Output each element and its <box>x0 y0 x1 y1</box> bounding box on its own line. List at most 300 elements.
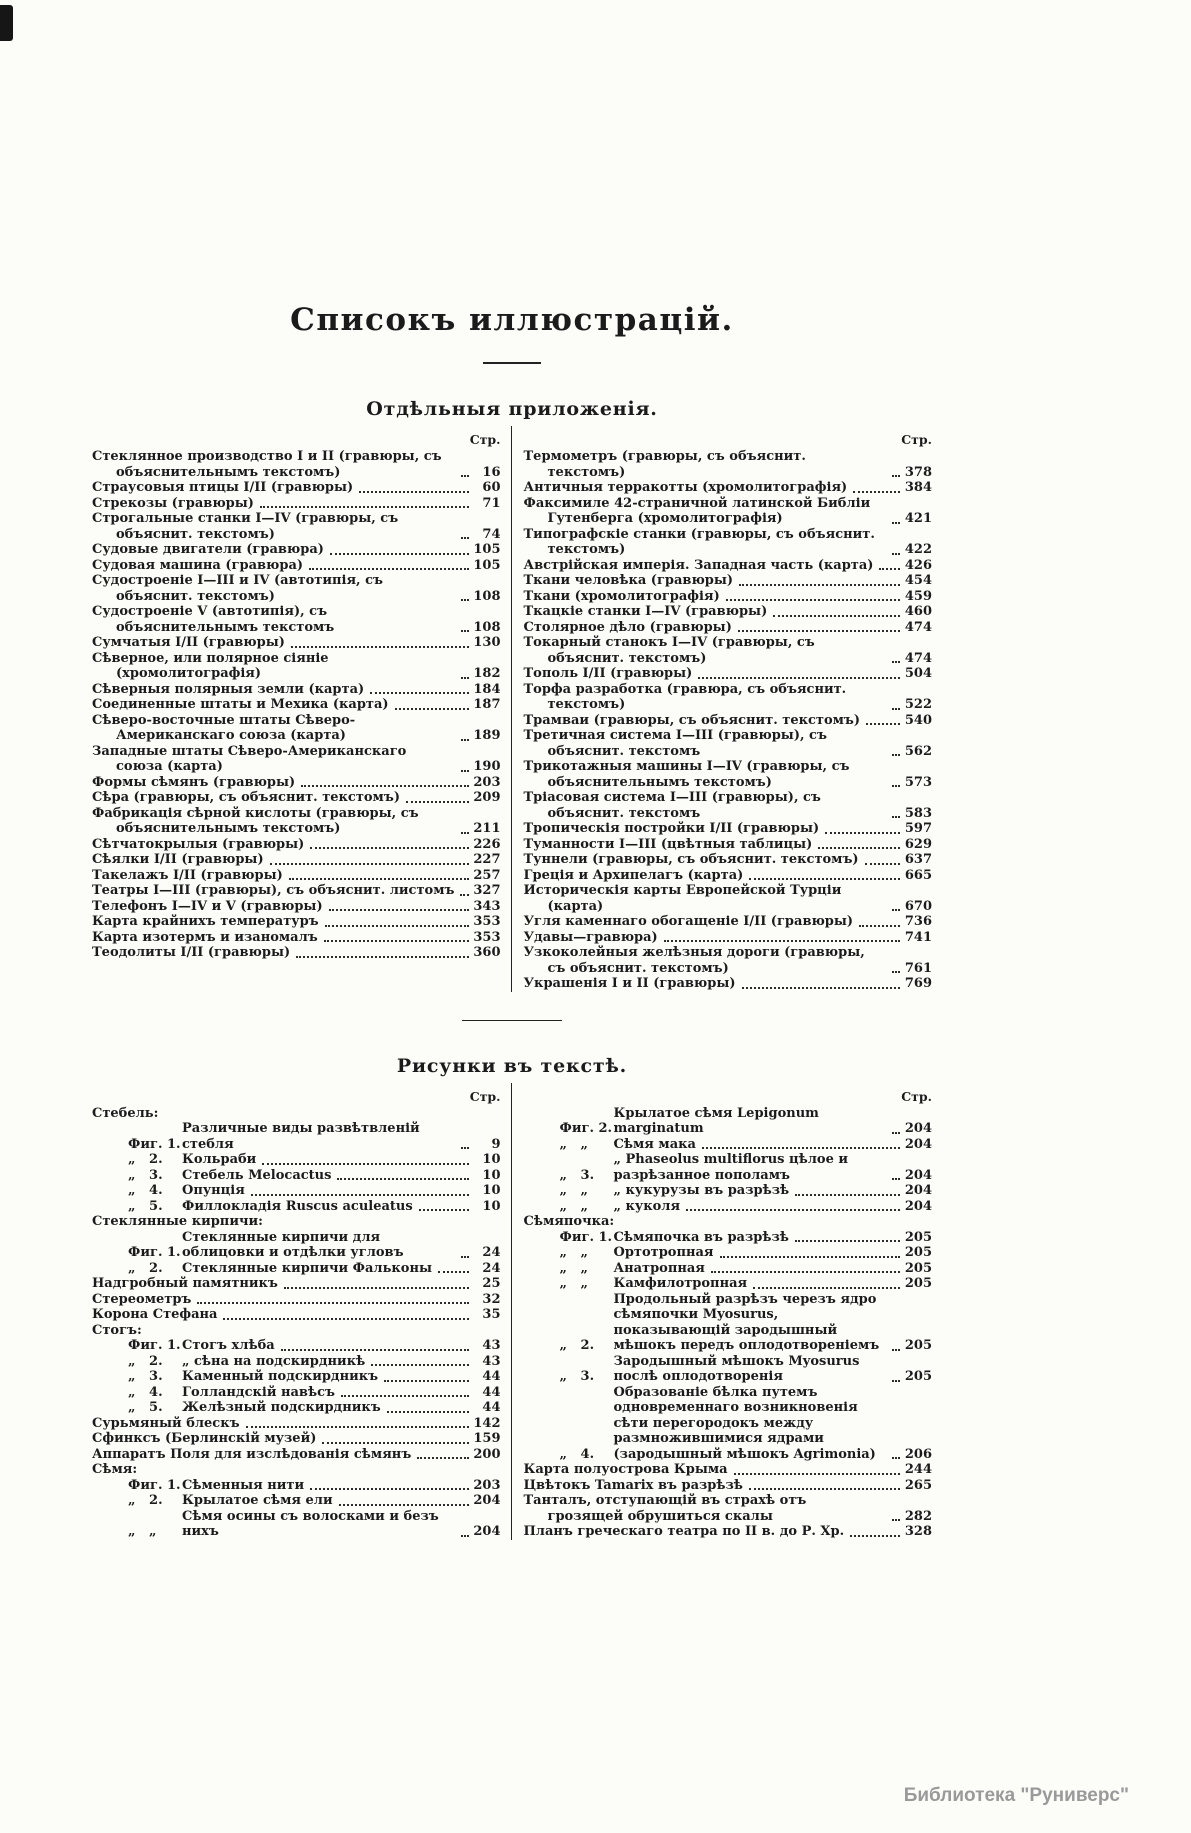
page-number: 226 <box>473 836 501 852</box>
dot-leader <box>892 785 900 787</box>
page-number: 474 <box>904 619 932 635</box>
dot-leader <box>850 1535 900 1537</box>
page-number: 25 <box>482 1276 501 1291</box>
dot-leader <box>417 1457 468 1459</box>
dot-leader <box>879 568 900 570</box>
toc-entry <box>524 1183 933 1199</box>
page-number: 43 <box>482 1353 501 1369</box>
dot-leader <box>866 723 900 725</box>
page-number: 204 <box>473 1493 501 1508</box>
dot-leader <box>461 630 469 632</box>
entry-title: Театры I—III (гравюры), съ объяснит. листомъ <box>92 883 455 898</box>
page-number: 108 <box>473 619 501 635</box>
entry-title: Ткани человѣка (гравюры) <box>523 573 734 588</box>
toc-entry <box>524 1493 933 1524</box>
entry-title: Ткацкіе станки I—IV (гравюры) <box>523 604 768 619</box>
dot-leader <box>892 522 900 524</box>
dot-leader <box>892 909 900 911</box>
toc-entry <box>92 542 501 558</box>
toc-entry <box>524 1230 933 1246</box>
dot-leader <box>734 1473 900 1475</box>
page-column-label: Стр. <box>901 1088 932 1104</box>
toc-entry <box>92 682 501 698</box>
dot-leader <box>892 708 900 710</box>
toc-entry <box>92 449 501 480</box>
toc-entry <box>524 1245 933 1261</box>
entry-title: Надгробный памятникъ <box>92 1276 278 1291</box>
figure-label: „ 3. <box>559 1369 595 1384</box>
entry-title: Стереометръ <box>92 1291 192 1307</box>
page-number: 10 <box>482 1152 501 1167</box>
toc-entry <box>524 1106 933 1137</box>
entry-title: Судовая машина (гравюра) <box>92 557 304 573</box>
figure-label: „ 3. <box>128 1369 163 1384</box>
page-number: 24 <box>482 1260 501 1276</box>
dot-leader <box>341 1395 469 1397</box>
figure-label: Фиг. 1. <box>128 1477 181 1493</box>
page-number: 108 <box>473 588 501 604</box>
dot-leader <box>865 863 900 865</box>
page-number: 10 <box>482 1167 501 1183</box>
figure-label: „ „ <box>559 1136 589 1152</box>
toc-entry <box>524 1137 933 1153</box>
toc-entry <box>92 573 501 604</box>
toc-entry <box>92 899 501 915</box>
toc-entry <box>524 682 933 713</box>
entry-title: „ Phaseolus multiflorus цѣлое и разрѣзанное пополамъ <box>613 1152 849 1183</box>
entry-title: Крылатое сѣмя Lepigonum marginatum <box>613 1105 819 1136</box>
toc-entry <box>92 775 501 791</box>
page-column-label: Стр. <box>469 1088 501 1104</box>
dot-leader <box>284 1287 469 1289</box>
page-number: 205 <box>904 1276 932 1291</box>
entry-title: Удавы—гравюра) <box>523 929 658 945</box>
figure-label: „ 2. <box>128 1260 163 1276</box>
toc-list <box>92 1106 501 1540</box>
toc-entry <box>92 1261 501 1277</box>
dot-leader <box>309 568 468 570</box>
page-number: 474 <box>904 650 932 666</box>
toc-entry <box>92 1152 501 1168</box>
page-number: 211 <box>473 821 501 836</box>
entry-title: Ортотропная <box>613 1245 714 1260</box>
page-number: 522 <box>904 697 932 712</box>
page-number: 74 <box>482 526 501 542</box>
figure-label: „ 2. <box>128 1493 163 1508</box>
entry-title: Формы сѣмянъ (гравюры) <box>92 774 296 790</box>
page-number: 227 <box>473 852 501 867</box>
dot-leader <box>461 475 469 477</box>
page-number: 32 <box>482 1291 501 1307</box>
dot-leader <box>892 1457 900 1459</box>
entry-title: Страусовыя птицы I/II (гравюры) <box>92 480 354 495</box>
page-number: 44 <box>482 1369 501 1384</box>
dot-leader <box>460 894 468 896</box>
dot-leader <box>223 1318 468 1320</box>
page-number: 205 <box>904 1245 932 1260</box>
toc-entry <box>524 759 933 790</box>
toc-entry <box>524 821 933 837</box>
page-number: 204 <box>904 1198 932 1214</box>
page-number: 105 <box>473 557 501 573</box>
entry-title: Стебель Melocactus <box>182 1167 332 1183</box>
dot-leader <box>702 1147 900 1149</box>
entry-title: Филлокладія Ruscus aculeatus <box>182 1198 413 1214</box>
toc-entry <box>92 1416 501 1432</box>
toc-entry <box>92 1369 501 1385</box>
figure-label: „ 5. <box>128 1198 163 1214</box>
page-number: 504 <box>904 666 932 681</box>
toc-entry <box>524 558 933 574</box>
toc-list <box>524 1106 933 1540</box>
entry-title: Угля каменнаго обогащеніе I/II (гравюры) <box>523 914 854 929</box>
toc-entry <box>92 558 501 574</box>
dot-leader <box>892 1178 900 1180</box>
dot-leader <box>753 1287 900 1289</box>
page-number: 736 <box>904 914 932 929</box>
entry-title: Анатропная <box>613 1260 705 1276</box>
entry-title: Стебель: <box>92 1105 159 1121</box>
entry-title: Западные штаты Сѣверо-Американскаго союза (карта) <box>92 743 407 774</box>
page-number: 190 <box>473 759 501 774</box>
left-column <box>92 426 511 992</box>
dot-leader <box>892 1519 900 1521</box>
toc-entry <box>524 666 933 682</box>
entry-title: Трикотажныя машины I—IV (гравюры, съ объяснительнымъ текстомъ) <box>523 759 850 790</box>
toc-entry <box>92 635 501 651</box>
entry-title: Типографскіе станки (гравюры, съ объяснит. текстомъ) <box>523 526 875 557</box>
figure-label: „ „ <box>128 1524 157 1539</box>
page-number: 629 <box>904 836 932 852</box>
title-divider <box>483 362 541 364</box>
toc-entry <box>524 496 933 527</box>
dot-leader <box>686 1209 900 1211</box>
section-appendices <box>92 398 932 992</box>
dot-leader <box>461 832 469 834</box>
page-number: 205 <box>904 1338 932 1353</box>
entry-title: Желѣзный подскирдникъ <box>182 1400 381 1415</box>
dot-leader <box>461 739 469 741</box>
page-number: 204 <box>473 1524 501 1539</box>
entry-title: Продольный разрѣзъ черезъ ядро сѣмяпочки Myosurus, показывающій зародышный мѣшокъ передъ оплодотвореніемъ <box>613 1291 880 1353</box>
page-number: 422 <box>904 542 932 557</box>
toc-entry <box>92 713 501 744</box>
entry-title: Украшенія I и II (гравюры) <box>523 976 736 991</box>
dot-leader <box>892 661 900 663</box>
page-number: 189 <box>473 728 501 743</box>
dot-leader <box>337 1178 468 1180</box>
dot-leader <box>664 940 900 942</box>
dot-leader <box>461 1147 469 1149</box>
page-number: 573 <box>904 774 932 790</box>
page-number: 203 <box>473 1477 501 1493</box>
dot-leader <box>892 971 900 973</box>
entry-title: Зародышный мѣшокъ Myosurus послѣ оплодотворенія <box>613 1353 860 1384</box>
page-number: 597 <box>904 821 932 836</box>
toc-entry <box>92 930 501 946</box>
page-number: 16 <box>482 464 501 480</box>
page-number: 265 <box>904 1477 932 1493</box>
page-number: 182 <box>473 666 501 681</box>
dot-leader <box>370 692 468 694</box>
entry-title: Туннели (гравюры, съ объяснит. текстомъ) <box>523 852 859 867</box>
entry-title: Сѣмя мака <box>613 1136 696 1152</box>
page-number: 205 <box>904 1369 932 1384</box>
page-title: Списокъ иллюстрацій. <box>290 302 734 338</box>
dot-leader <box>859 925 900 927</box>
entry-title: Соединенные штаты и Мехика (карта) <box>92 697 389 712</box>
page-number: 583 <box>904 805 932 821</box>
toc-entry <box>92 790 501 806</box>
page-number: 665 <box>904 867 932 883</box>
entry-title: Сѣверное, или полярное сіяніе (хромолитографія) <box>92 650 329 681</box>
dot-leader <box>461 677 469 679</box>
figure-label: Фиг. 1. <box>128 1136 181 1152</box>
entry-title: „ сѣна на подскирдникѣ <box>182 1353 366 1369</box>
entry-title: Античныя терракотты (хромолитографія) <box>523 480 848 495</box>
entry-title: Теодолиты I/II (гравюры) <box>92 945 291 960</box>
toc-entry <box>524 635 933 666</box>
page-number: 540 <box>904 712 932 728</box>
page-number: 343 <box>473 898 501 914</box>
dot-leader <box>296 956 468 958</box>
page-number: 378 <box>904 464 932 480</box>
toc-entry <box>92 1385 501 1401</box>
dot-leader <box>291 646 469 648</box>
dot-leader <box>329 909 469 911</box>
dot-leader <box>892 475 900 477</box>
dot-leader <box>325 925 469 927</box>
entry-title: Сѣверныя полярныя земли (карта) <box>92 681 365 697</box>
toc-entry <box>92 1276 501 1292</box>
page-number: 60 <box>482 480 501 495</box>
entry-title: Сѣмя осины съ волосками и безъ нихъ <box>182 1508 439 1539</box>
entry-title: Голландскій навѣсъ <box>182 1384 335 1400</box>
toc-entry <box>524 976 933 992</box>
toc-entry <box>92 852 501 868</box>
figure-label: Фиг. 1. <box>559 1229 613 1245</box>
page-column-label: Стр. <box>901 432 932 447</box>
dot-leader <box>260 506 469 508</box>
toc-entry <box>92 511 501 542</box>
toc-entry <box>92 1307 501 1323</box>
page-number: 205 <box>904 1260 932 1276</box>
dot-leader <box>461 1535 469 1537</box>
dot-leader <box>818 847 900 849</box>
figure-label: „ „ <box>559 1198 589 1214</box>
dot-leader <box>749 878 900 880</box>
toc-entry <box>92 604 501 635</box>
two-column-layout <box>92 426 932 992</box>
page-number: 206 <box>904 1446 932 1462</box>
right-column <box>511 426 933 992</box>
entry-title: Историческія карты Европейской Турціи (карта) <box>523 883 842 914</box>
toc-entry <box>92 651 501 682</box>
page-number: 204 <box>904 1121 932 1136</box>
toc-entry <box>524 449 933 480</box>
entry-title: Факсимиле 42-страничной латинской Библіи Гутенберга (хромолитографія) <box>523 495 871 526</box>
dot-leader <box>711 1271 900 1273</box>
entry-title: Крылатое сѣмя ели <box>182 1493 333 1508</box>
dot-leader <box>339 1504 469 1506</box>
section-text-figures-heading: Рисунки въ текстѣ. <box>396 1054 628 1077</box>
toc-entry <box>524 930 933 946</box>
page-number: 769 <box>904 976 932 991</box>
dot-leader <box>406 801 469 803</box>
figure-label: Фиг. 2. <box>559 1121 613 1136</box>
page-content <box>92 0 932 1540</box>
entry-title: Греція и Архипелагъ (карта) <box>523 867 744 883</box>
scan-artifact <box>0 5 13 41</box>
entry-title: Стеклянные кирпичи: <box>92 1214 263 1229</box>
entry-title: Судовые двигатели (гравюра) <box>92 542 324 557</box>
section-appendices-heading: Отдѣльныя приложенія. <box>366 398 658 420</box>
toc-entry <box>524 713 933 729</box>
entry-title: Карта изотермъ и изаномалъ <box>92 929 318 945</box>
figure-label: „ 3. <box>559 1167 595 1183</box>
dot-leader <box>262 1163 468 1165</box>
toc-entry <box>92 1292 501 1308</box>
page-number: 44 <box>482 1400 501 1415</box>
entry-title: Тропическія постройки I/II (гравюры) <box>523 821 820 836</box>
page-number: 353 <box>473 914 501 929</box>
toc-entry <box>524 604 933 620</box>
toc-entry <box>524 945 933 976</box>
toc-entry <box>524 1524 933 1540</box>
toc-entry <box>524 1276 933 1292</box>
entry-title: Сѣра (гравюры, съ объяснит. текстомъ) <box>92 790 400 805</box>
dot-leader <box>795 1194 900 1196</box>
dot-leader <box>310 847 468 849</box>
entry-title: Узкоколейныя желѣзныя дороги (гравюры, съ объяснит. текстомъ) <box>523 945 865 976</box>
dot-leader <box>720 1256 900 1258</box>
dot-leader <box>726 599 900 601</box>
entry-title: Столярное дѣло (гравюры) <box>523 619 732 635</box>
dot-leader <box>324 940 469 942</box>
toc-entry <box>524 1199 933 1215</box>
toc-entry <box>92 1400 501 1416</box>
page-number: 203 <box>473 774 501 790</box>
figure-label: „ 2. <box>128 1353 163 1369</box>
toc-entry <box>92 806 501 837</box>
toc-list <box>524 449 933 992</box>
toc-entry <box>92 945 501 961</box>
section-text-figures <box>92 1055 932 1540</box>
toc-entry <box>92 914 501 930</box>
toc-entry <box>92 1168 501 1184</box>
entry-title: Тріасовая система I—III (гравюры), съ объяснит. текстомъ <box>523 790 821 821</box>
dot-leader <box>384 1380 468 1382</box>
entry-title: Опунція <box>182 1183 245 1198</box>
page-number: 454 <box>904 573 932 588</box>
dot-leader <box>738 630 900 632</box>
page-number: 35 <box>482 1307 501 1322</box>
toc-entry <box>524 728 933 759</box>
page-number: 159 <box>473 1431 501 1446</box>
toc-group-heading <box>92 1214 501 1230</box>
toc-entry <box>524 527 933 558</box>
entry-title: Ткани (хромолитографія) <box>523 588 720 604</box>
entry-title: Третичная система I—III (гравюры), съ объяснит. текстомъ <box>523 728 827 759</box>
page-number: 200 <box>473 1446 501 1462</box>
dot-leader <box>322 1442 468 1444</box>
entry-title: Туманности I—III (цвѣтныя таблицы) <box>523 836 813 852</box>
toc-entry <box>92 744 501 775</box>
dot-leader <box>251 1194 469 1196</box>
entry-title: Стогъ хлѣба <box>182 1338 275 1353</box>
page-number: 353 <box>473 929 501 945</box>
entry-title: Стеклянное производство I и II (гравюры, съ объяснительнымъ текстомъ) <box>92 449 442 480</box>
dot-leader <box>387 1411 469 1413</box>
page-number: 142 <box>473 1415 501 1431</box>
dot-leader <box>461 537 469 539</box>
toc-entry <box>92 837 501 853</box>
entry-title: Карта полуострова Крыма <box>523 1462 728 1477</box>
entry-title: Цвѣтокъ Tamarix въ разрѣзѣ <box>523 1477 743 1493</box>
page-number: 327 <box>473 883 501 898</box>
figure-label: „ 4. <box>128 1384 163 1400</box>
entry-title: Сѣменныя нити <box>182 1477 305 1493</box>
toc-entry <box>92 1447 501 1463</box>
entry-title: Термометръ (гравюры, съ объяснит. текстомъ) <box>523 449 806 480</box>
toc-entry <box>524 1385 933 1463</box>
entry-title: Сѣверо-восточные штаты Сѣверо-Американскаго союза (карта) <box>92 712 356 743</box>
entry-title: Кольраби <box>182 1152 257 1167</box>
toc-list <box>92 449 501 961</box>
entry-title: Телефонъ I—IV и V (гравюры) <box>92 898 323 914</box>
toc-entry <box>92 1199 501 1215</box>
entry-title: Карта крайнихъ температуръ <box>92 914 319 929</box>
figure-label: „ 5. <box>128 1400 163 1415</box>
dot-leader <box>270 863 469 865</box>
page-number: 282 <box>904 1508 932 1524</box>
page-number: 10 <box>482 1198 501 1214</box>
entry-title: Сѣтчатокрылыя (гравюры) <box>92 836 305 852</box>
entry-title: Судостроеніе I—III и IV (автотипія, съ объяснит. текстомъ) <box>92 573 383 604</box>
page-number: 105 <box>473 542 501 557</box>
dot-leader <box>246 1426 469 1428</box>
dot-leader <box>853 491 900 493</box>
entry-title: „ куколя <box>613 1198 681 1214</box>
entry-title: Сѣялки I/II (гравюры) <box>92 852 264 867</box>
entry-title: Такелажъ I/II (гравюры) <box>92 867 283 883</box>
entry-title: „ кукурузы въ разрѣзѣ <box>613 1183 790 1198</box>
toc-entry <box>92 480 501 496</box>
entry-title: Трамваи (гравюры, съ объяснит. текстомъ) <box>523 712 861 728</box>
dot-leader <box>289 878 469 880</box>
toc-group-heading <box>92 1106 501 1122</box>
page-number: 71 <box>482 495 501 511</box>
entry-title: Танталъ, отступающій въ страхѣ отъ грозящей обрушиться скалы <box>523 1493 807 1524</box>
page-number: 637 <box>904 852 932 867</box>
toc-entry <box>92 1493 501 1509</box>
toc-entry <box>524 883 933 914</box>
dot-leader <box>825 832 900 834</box>
page-number: 360 <box>473 945 501 960</box>
toc-entry <box>92 697 501 713</box>
page-number: 328 <box>904 1524 932 1539</box>
dot-leader <box>795 1240 900 1242</box>
entry-title: Различные виды развѣтвленій стебля <box>182 1121 420 1152</box>
page-number: 384 <box>904 480 932 495</box>
page-number: 209 <box>473 790 501 805</box>
toc-group-heading <box>524 1214 933 1230</box>
dot-leader <box>395 708 469 710</box>
toc-entry <box>524 589 933 605</box>
entry-title: Планъ греческаго театра по II в. до Р. Хр. <box>523 1524 845 1539</box>
entry-title: Фабрикація сѣрной кислоты (гравюры, съ объяснительнымъ текстомъ) <box>92 805 419 836</box>
page-number: 187 <box>473 697 501 712</box>
